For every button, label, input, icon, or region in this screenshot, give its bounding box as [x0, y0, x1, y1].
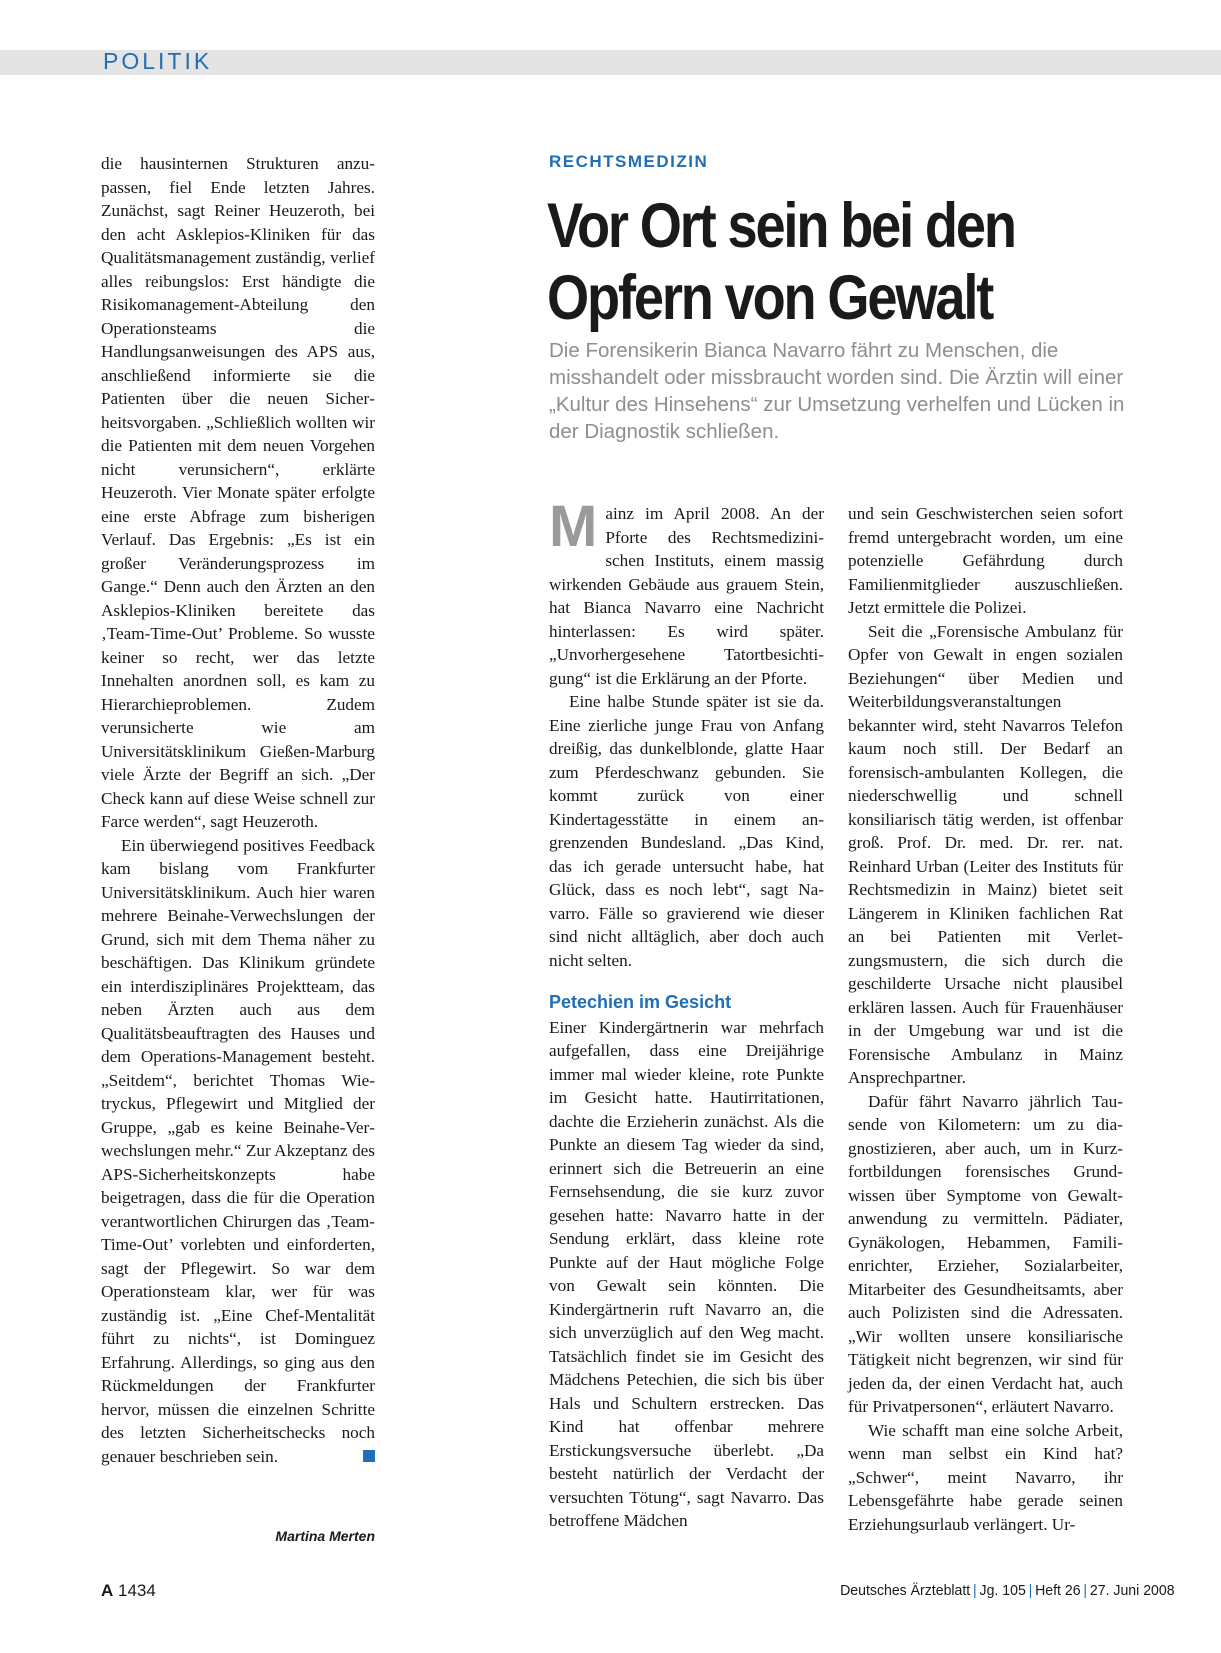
lead-paragraph — [549, 494, 824, 690]
page-prefix: A — [101, 1581, 114, 1600]
page-number — [101, 1581, 156, 1601]
paragraph: Seit die „Forensische Ambulanz für Opfer von Gewalt in engen sozialen Beziehungen“ über Medien und Weiterbildungsveranstaltungen bekannter wird, steht Navarros Telefon kaum noch still. Der Bedarf an forensisch-ambulanten Kollegen, die niederschwellig und schnell konsiliarisch tätig werden, ist offenbar groß. Prof. Dr. med. Dr. rer. nat. Reinhard Urban (Leiter des Instituts für Rechtsmedizin in Mainz) bietet seit Längerem in Kliniken fachlichen Rat an bei Patienten mit Verletzungsmustern, die sich durch die geschilderte Ursache nicht plausibel erklären lassen. Auch für Frauenhäuser in der Umgebung war und ist die Forensische Ambulanz in Mainz Ansprechpartner. — [848, 621, 1123, 1087]
article-column-3 — [848, 502, 1123, 1536]
separator: | — [1083, 1582, 1088, 1599]
previous-paragraph-2 — [101, 834, 375, 1469]
journal-name: Deutsches Ärzteblatt — [840, 1582, 971, 1599]
paragraph: und sein Geschwisterchen seien sofort fremd untergebracht worden, um eine potenzielle Gefährdung durch Familienmitglieder auszuschließen. Jetzt ermittele die Polizei. — [848, 504, 1123, 617]
drop-cap: M — [549, 494, 598, 559]
lead-text: ainz im April 2008. An der Pforte des Rechtsmedizinischen Instituts, einem massig wirkenden Gebäude aus grauem Stein, hat Bianca Navarro eine Nachricht hinterlassen: Es wird später. „Unvorhergesehene Tatortbesichtigung“ ist die Erklärung an der Pforte. — [549, 504, 824, 688]
paragraph: Eine halbe Stunde später ist sie da. Eine zierliche junge Frau von Anfang dreißig, das dunkelblonde, glatte Haar zum Pferdeschwanz gebunden. Sie kommt zurück von einer Kindertagesstätte in einem angrenzenden Bundesland. „Das Kind, das ich gerade untersucht habe, hat Glück, dass es noch lebt“, sagt Navarro. Fälle so gravierend wie dieser sind nicht alltäglich, aber doch auch nicht selten. — [549, 692, 824, 970]
article-column-2 — [549, 494, 824, 1533]
page-number-value: 1434 — [118, 1581, 156, 1600]
paragraph: Dafür fährt Navarro jährlich Tausende von Kilometern: um zu diagnostizieren, aber auch, um in Kurzfortbildungen forensisches Grundwissen über Symptome von Gewaltanwendung zu vermitteln. Pädiater, Gynäkologen, Hebammen, Familienrichter, Erzieher, Sozialarbeiter, Mitarbeiter des Gesundheitsamts, aber auch Polizisten sind die Adressaten. „Wir wollten unsere konsiliarische Tätigkeit nicht begrenzen, wir sind für jeden da, der einen Verdacht hat, auch für Privatpersonen“, erläutert Navarro. — [848, 1091, 1123, 1416]
section-label: POLITIK — [103, 48, 213, 74]
separator: | — [1028, 1582, 1033, 1599]
paragraph: Wie schafft man eine solche Arbeit, wenn man selbst ein Kind hat? „Schwer“, meint Navarro, ihr Lebensgefährte habe gerade seinen Erziehungsurlaub verlängert. Ur- — [848, 1420, 1123, 1534]
previous-paragraph-1: die hausinternen Strukturen anzupassen, fiel Ende letzten Jahres. Zunächst, sagt Reiner Heuzeroth, bei den acht Asklepios-Kliniken für das Qualitätsmanagement zuständig, verlief alles reibungslos: Erst händigte die Risikomanagement-Abteilung den Operationsteams die Handlungsanweisungen des APS aus, anschließend informierte sie die Patienten über die neuen Sicherheitsvorgaben. „Schließlich wollten wir die Patienten mit dem neuen Vorgehen nicht verunsichern“, erklärte Heuzeroth. Vier Monate später erfolgte eine erste Abfrage zum bisherigen Verlauf. Das Ergebnis: „Es ist ein großer Veränderungsprozess im Gange.“ Denn auch den Ärzten an den Asklepios-Kliniken bereitete das ‚Team-Time-Out’ Probleme. So wusste keiner so recht, wer das letzte Innehalten anordnen soll, es kam zu Hierarchieproblemen. Zudem verunsicherte wie am Universitätsklinikum Gießen-Marburg viele Ärzte der Begriff an sich. „Der Check kann auf diese Weise schnell zur Farce werden“, sagt Heuzeroth. — [101, 154, 375, 831]
separator: | — [973, 1582, 977, 1599]
article-kicker: RECHTSMEDIZIN — [549, 152, 709, 171]
author-byline: Martina Merten — [275, 1528, 375, 1544]
article-headline: Vor Ort sein bei den Opfern von Gewalt — [547, 191, 1015, 333]
footer-citation — [840, 1582, 1175, 1599]
end-mark-icon — [363, 1450, 375, 1462]
previous-article-column — [101, 152, 375, 1468]
volume: Jg. 105 — [979, 1582, 1026, 1599]
previous-paragraph-2-text: Ein überwiegend positives Feedback kam bislang vom Frankfurter Universitätsklinikum. Auch hier waren mehrere Beinahe-Verwechslungen der Grund, sich mit dem Thema näher zu beschäftigen. Das Klinikum gründete ein interdisziplinäres Projektteam, das neben Ärzten auch aus dem Qualitätsbeauftragten des Hauses und dem Operations-Management besteht. „Seitdem“, berichtet Thomas Wietryckus, Pflegewirt und Mitglied der Gruppe, „gab es keine Beinahe-Verwechslungen mehr.“ Zur Akzeptanz des APS-Sicherheitskonzepts habe beigetragen, dass die für die Operation verantwortlichen Chirurgen das ‚Team-Time-Out’ vorlebten und einforderten, sagt der Pflegewirt. So war dem Operationsteam klar, wer für was zuständig ist. „Eine Chef-Mentalität führt zu nichts“, ist Dominguez Erfahrung. Allerdings, so ging aus den Rückmeldungen der Frankfurter hervor, müssen die einzelnen Schritte des letzten Sicherheitschecks noch genauer beschrieben sein. — [101, 835, 375, 1466]
paragraph: Einer Kindergärtnerin war mehrfach aufgefallen, dass eine Dreijährige immer mal wieder kleine, rote Punkte im Gesicht hatte. Hautirritationen, dachte die Erzieherin zunächst. Als die Punkte an diesem Tag wieder da sind, erinnert sich die Betreuerin an eine Fernsehsendung, die sie kurz zuvor gesehen hatte: Navarro hatte in der Sendung erklärt, dass kleine rote Punkte auf der Haut mögliche Folge von Gewalt sein könnten. Die Kindergärtnerin ruft Navarro an, die sich unverzüglich auf den Weg macht. Tatsächlich findet sie im Gesicht des Mädchens Petechien, die sich bis über Hals und Schultern erstrecken. Das Kind hat offenbar mehrere Erstickungsversuche überlebt. „Da besteht natürlich der Verdacht der versuchten Tötung“, sagt Navarro. Das betroffene Mädchen — [549, 1017, 824, 1530]
subheading: Petechien im Gesicht — [549, 992, 732, 1012]
article-deck: Die Forensikerin Bianca Navarro fährt zu Menschen, die misshandelt oder missbraucht worden sind. Die Ärztin will einer „Kultur des Hinsehens“ zur Umsetzung verhelfen und Lücken in der Diagnostik schließen. — [549, 339, 1125, 443]
issue-date: 27. Juni 2008 — [1089, 1582, 1175, 1599]
issue: Heft 26 — [1035, 1582, 1081, 1599]
